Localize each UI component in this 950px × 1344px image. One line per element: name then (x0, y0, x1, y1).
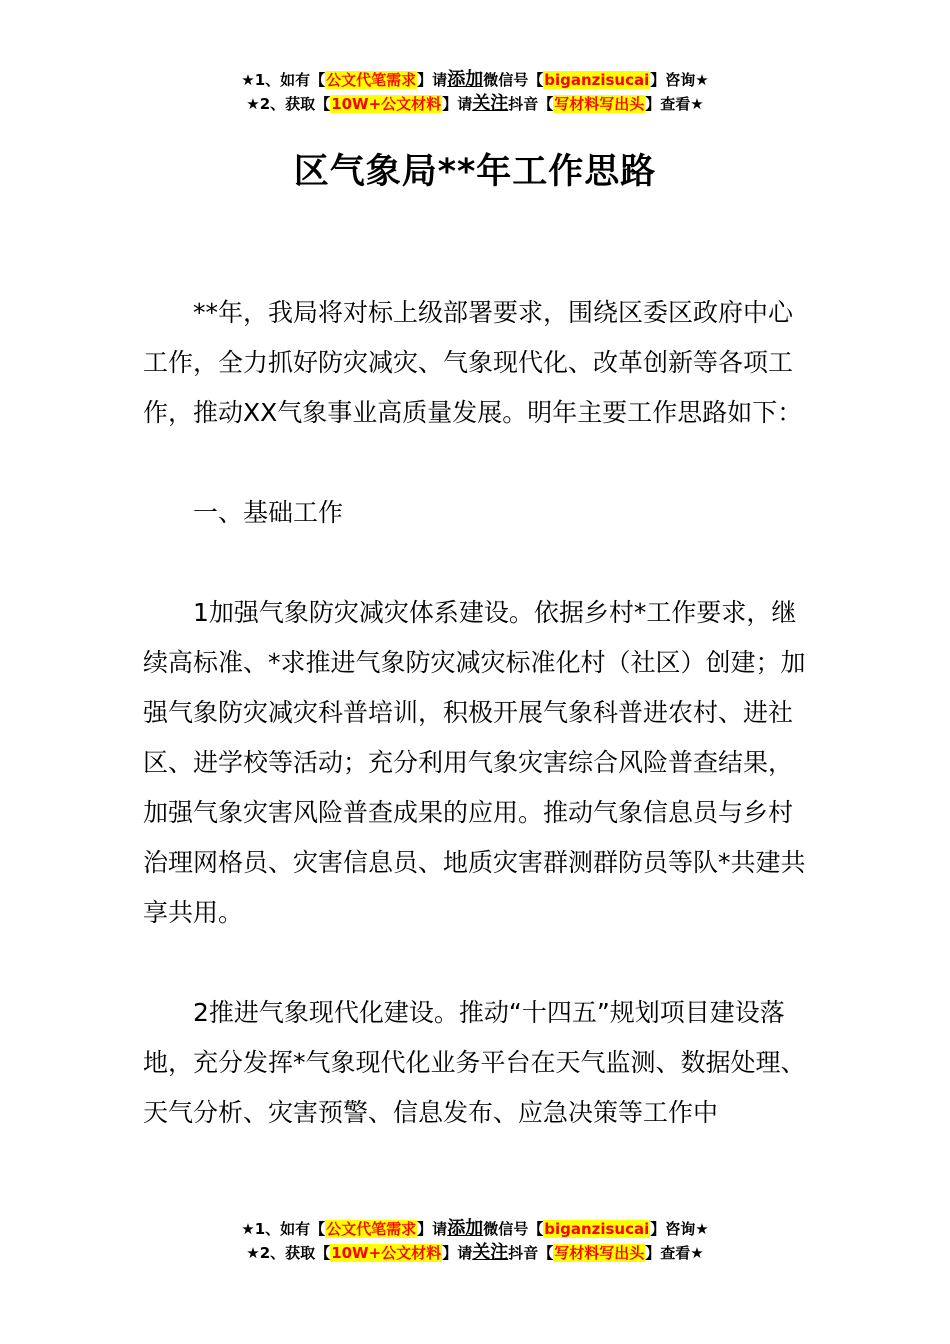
banner-line-2: ★2、获取【10W+公文材料】请关注抖音【写材料写出头】查看★ (246, 1242, 704, 1263)
highlight-service: 公文代笔需求 (326, 71, 417, 89)
footer-banner (0, 1217, 950, 1265)
document-title: 区气象局**年工作思路 (293, 152, 657, 192)
highlight-materials: 10W+公文材料 (331, 95, 442, 113)
highlight-wechat-id: biganzisucai (544, 71, 650, 89)
banner-line-1: ★1、如有【公文代笔需求】请添加微信号【biganzisucai】咨询★ (241, 1218, 709, 1239)
highlight-douyin: 写材料写出头 (554, 95, 645, 113)
banner-line-1: ★1、如有【公文代笔需求】请添加微信号【biganzisucai】咨询★ (241, 69, 709, 90)
section-heading: 一、基础工作 (193, 498, 344, 527)
header-banner (0, 68, 950, 116)
highlight-douyin: 写材料写出头 (554, 1244, 645, 1262)
item-2-paragraph: 2推进气象现代化建设。推动“十四五”规划项目建设落地，充分发挥*气象现代化业务平台在天气监测、数据处理、天气分析、灾害预警、信息发布、应急决策等工作中 (143, 998, 806, 1127)
intro-paragraph: **年，我局将对标上级部署要求，围绕区委区政府中心工作，全力抓好防灾减灾、气象现代化、改革创新等各项工作，推动XX气象事业高质量发展。明年主要工作思路如下： (143, 298, 803, 427)
banner-line-2: ★2、获取【10W+公文材料】请关注抖音【写材料写出头】查看★ (246, 93, 704, 114)
item-1-paragraph: 1加强气象防灾减灾体系建设。依据乡村*工作要求，继续高标准、*求推进气象防灾减灾标准化村（社区）创建；加强气象防灾减灾科普培训，积极开展气象科普进农村、进社区、进学校等活动；充分利用气象灾害综合风险普查结果，加强气象灾害风险普查成果的应用。推动气象信息员与乡村治理网格员、灾害信息员、地质灾害群测群防员等队*共建共享共用。 (143, 598, 806, 927)
highlight-materials: 10W+公文材料 (331, 1244, 442, 1262)
highlight-service: 公文代笔需求 (326, 1220, 417, 1238)
document-body (143, 288, 808, 1138)
highlight-wechat-id: biganzisucai (544, 1220, 650, 1238)
